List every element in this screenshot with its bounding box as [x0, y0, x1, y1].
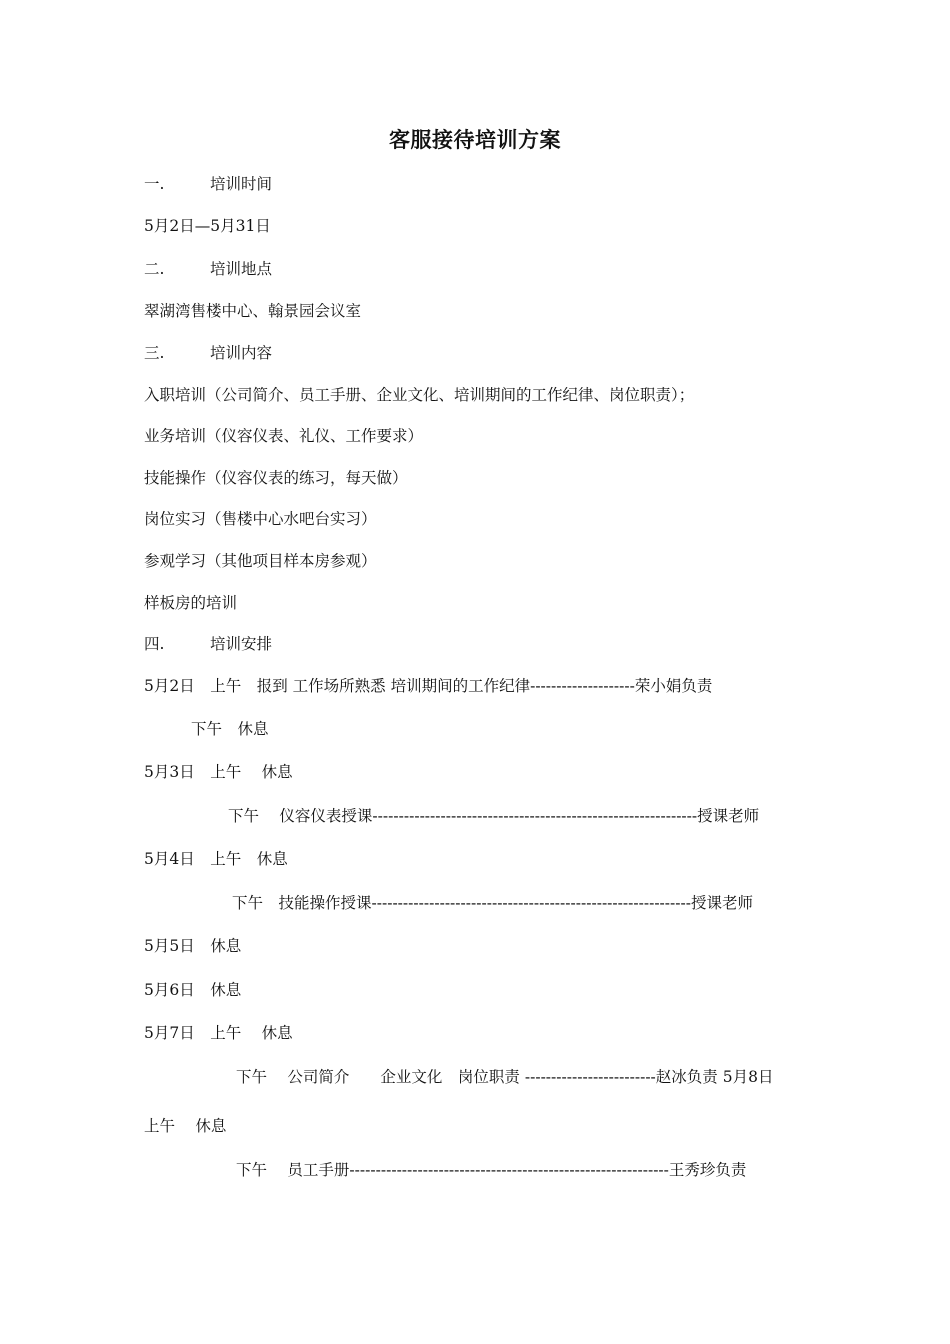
section-number: 三.: [144, 344, 165, 362]
content-item: 参观学习（其他项目样本房参观）: [144, 552, 377, 570]
schedule-row: 5月3日 上午 休息: [144, 763, 293, 781]
content-item: 样板房的培训: [144, 594, 238, 612]
section-number: 一.: [144, 175, 165, 193]
training-location: 翠湖湾售楼中心、翰景园会议室: [144, 302, 362, 320]
section-title: 培训内容: [210, 344, 273, 362]
section-title: 培训时间: [210, 175, 273, 193]
training-time: 5月2日—5月31日: [144, 217, 271, 235]
schedule-row: 下午 员工手册-------------------------------------------------------------王秀珍负责: [236, 1161, 747, 1179]
document-title: 客服接待培训方案: [389, 127, 561, 152]
section-title: 培训地点: [210, 260, 273, 278]
schedule-row: 上午 休息: [144, 1117, 227, 1135]
section-4-heading: [144, 634, 272, 654]
schedule-row: 下午 休息: [191, 720, 269, 738]
schedule-row: 5月2日 上午 报到 工作场所熟悉 培训期间的工作纪律--------------------荣小娟负责: [144, 677, 713, 695]
section-number: 二.: [144, 260, 165, 278]
content-item: 岗位实习（售楼中心水吧台实习）: [144, 510, 377, 528]
content-item: 技能操作（仪容仪表的练习，每天做）: [144, 469, 408, 487]
section-1-heading: [144, 174, 272, 194]
schedule-row: 下午 技能操作授课-------------------------------------------------------------授课老师: [232, 894, 753, 912]
schedule-row: 5月5日 休息: [144, 937, 242, 955]
content-item: 入职培训（公司简介、员工手册、企业文化、培训期间的工作纪律、岗位职责）；: [144, 386, 695, 404]
content-item: 业务培训（仪容仪表、礼仪、工作要求）: [144, 427, 424, 445]
schedule-row: 下午 公司简介 企业文化 岗位职责 -------------------------赵冰负责 5月8日: [236, 1068, 774, 1086]
section-2-heading: [144, 259, 272, 279]
schedule-row: 5月4日 上午 休息: [144, 850, 288, 868]
section-title: 培训安排: [210, 635, 273, 653]
schedule-row: 5月6日 休息: [144, 981, 242, 999]
schedule-row: 5月7日 上午 休息: [144, 1024, 293, 1042]
schedule-row: 下午 仪容仪表授课--------------------------------------------------------------授课老师: [228, 807, 760, 825]
section-3-heading: [144, 343, 272, 363]
section-number: 四.: [144, 635, 165, 653]
